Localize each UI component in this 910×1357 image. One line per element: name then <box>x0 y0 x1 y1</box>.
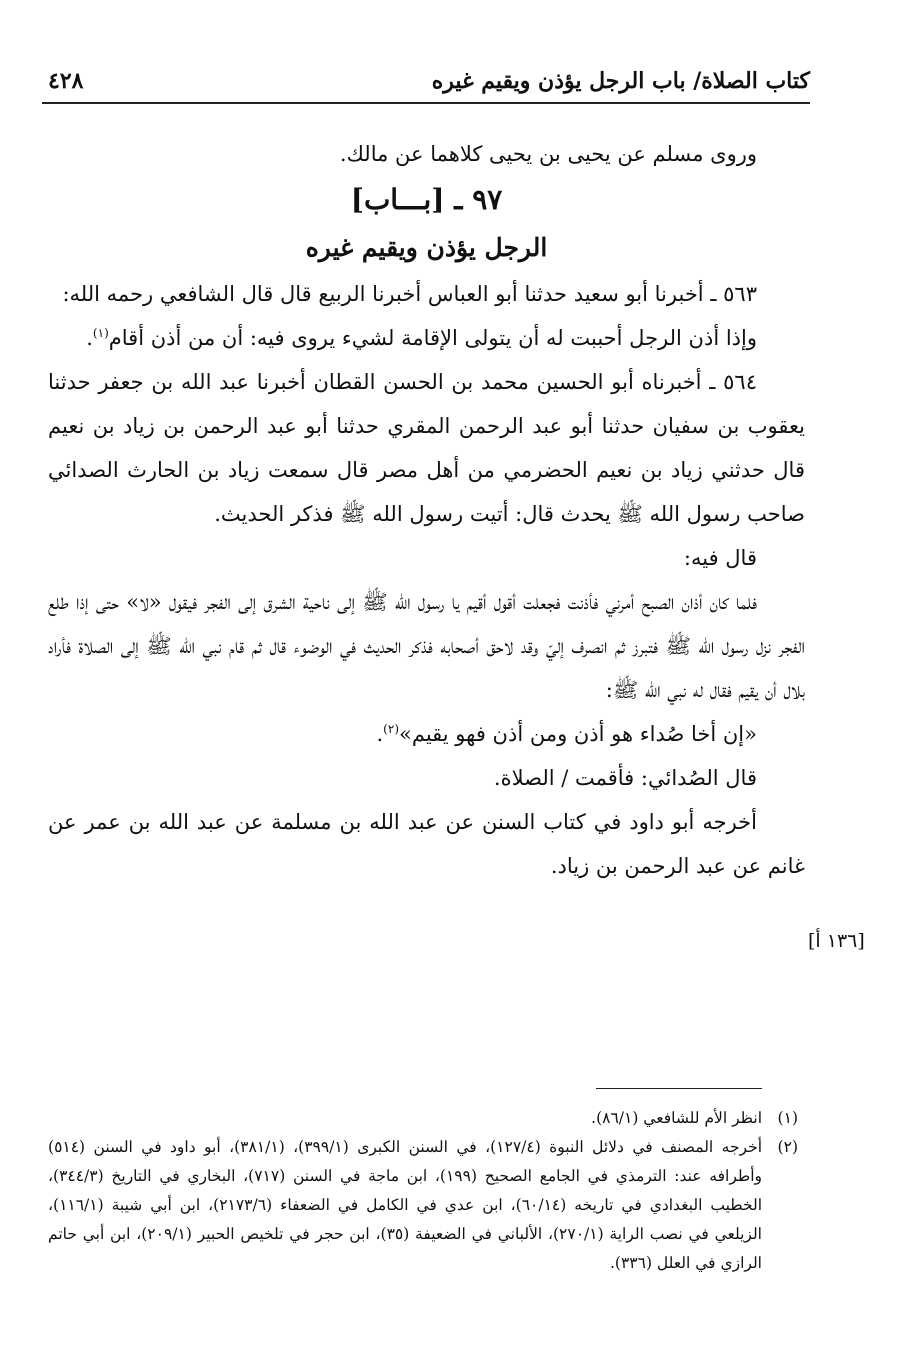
sudai-statement: قال الصُدائي: فأقمت / الصلاة. <box>493 766 757 790</box>
paragraph-muslim: وروى مسلم عن يحيى بن يحيى كلاهما عن مالك. <box>339 142 757 166</box>
takhrij-abu-dawud: أخرجه أبو داود في كتاب السنن عن عبد الله بن مسلمة عن عبد الله بن عمر عن غانم عن عبد الرحمن بن زياد. <box>48 810 805 878</box>
manuscript-folio-ref: [١٣٦ أ] <box>808 930 865 952</box>
footnote-ref-1: (١) <box>92 326 109 340</box>
page-number: ٤٢٨ <box>48 68 84 94</box>
qala-fihi: قال فيه: <box>683 546 757 570</box>
hadith-564-story: فلما كان أذان الصبح أمرني فأذنت فجعلت أقول أقيم يا رسول الله ﷺ إلى ناحية الشرق إلى الفجر فيقول «لا» حتى إذا طلع الفجر نزل رسول الله ﷺ فتبرز ثم انصرف إليّ وقد لاحق أصحابه فذكر الحديث في الوضوء قال ثم قام نبي الله ﷺ إلى الصلاة فأراد بلال أن يقيم فقال له نبي الله ﷺ: <box>48 590 805 702</box>
header-title: كتاب الصلاة/ باب الرجل يؤذن ويقيم غيره <box>431 68 810 94</box>
footnote-ref-2: (٢) <box>383 722 399 736</box>
chapter-number: ٩٧ ـ [بـــاب] <box>350 183 503 216</box>
footnote-1 <box>48 1104 798 1133</box>
footnote-2 <box>48 1133 798 1278</box>
footnote-1-text: انظر الأم للشافعي (٨٦/١). <box>591 1109 762 1127</box>
hadith-563-matn: وإذا أذن الرجل أحببت له أن يتولى الإقامة لشيء يروى فيه: أن من أذن أقام <box>108 326 757 350</box>
footnote-separator <box>596 1088 762 1089</box>
footnotes <box>48 1104 798 1278</box>
hadith-564: ٥٦٤ ـ أخبرناه أبو الحسين محمد بن الحسن القطان أخبرنا عبد الله بن جعفر حدثنا يعقوب بن سفيان حدثنا أبو عبد الرحمن المقري حدثنا أبو عبد الرحمن بن زياد بن نعيم قال حدثني زياد بن نعيم الحضرمي من أهل مصر قال سمعت زياد بن الحارث الصدائي صاحب رسول الله ﷺ يحدث قال: أتيت رسول الله ﷺ فذكر الحديث. <box>48 370 805 526</box>
running-header <box>42 62 810 104</box>
chapter-title: الرجل يؤذن ويقيم غيره <box>305 233 548 262</box>
hadith-563-isnad: ٥٦٣ ـ أخبرنا أبو سعيد حدثنا أبو العباس أخبرنا الربيع قال قال الشافعي رحمه الله: <box>62 282 757 306</box>
quote-text: «إن أخا صُداء هو أذن ومن أذن فهو يقيم» <box>399 722 757 746</box>
footnote-2-text: أخرجه المصنف في دلائل النبوة (١٢٧/٤)، في السنن الكبرى (٣٩٩/١)، (٣٨١/١)، أبو داود في السنن (٥١٤) وأطرافه عند: الترمذي في الجامع الصحيح (١٩٩)، ابن ماجة في السنن (٧١٧)، البخاري في التاريخ (٣٤٤/٣)، الخطيب البغدادي في تاريخه (٦٠/١٤)، ابن عدي في الكامل في الضعفاء (٢١٧٣/٦)، ابن أبي شيبة (١١٦/١)، الزيلعي في نصب الراية (٢٧٠/١)، الألباني في الضعيفة (٣٥)، ابن حجر في تلخيص الحبير (٢٠٩/١)، ابن أبي حاتم الرازي في العلل (٣٣٦). <box>48 1138 762 1272</box>
footnote-1-mark: (١) <box>777 1109 798 1127</box>
footnote-2-mark: (٢) <box>777 1138 798 1156</box>
main-text <box>48 132 805 888</box>
prophet-quote: «إن أخا صُداء هو أذن ومن أذن فهو يقيم»$^{(٢)}$. <box>376 722 757 746</box>
hadith-563-text: وإذا أذن الرجل أحببت له أن يتولى الإقامة لشيء يروى فيه: أن من أذن أقام$^{(١)}$. <box>86 326 757 350</box>
